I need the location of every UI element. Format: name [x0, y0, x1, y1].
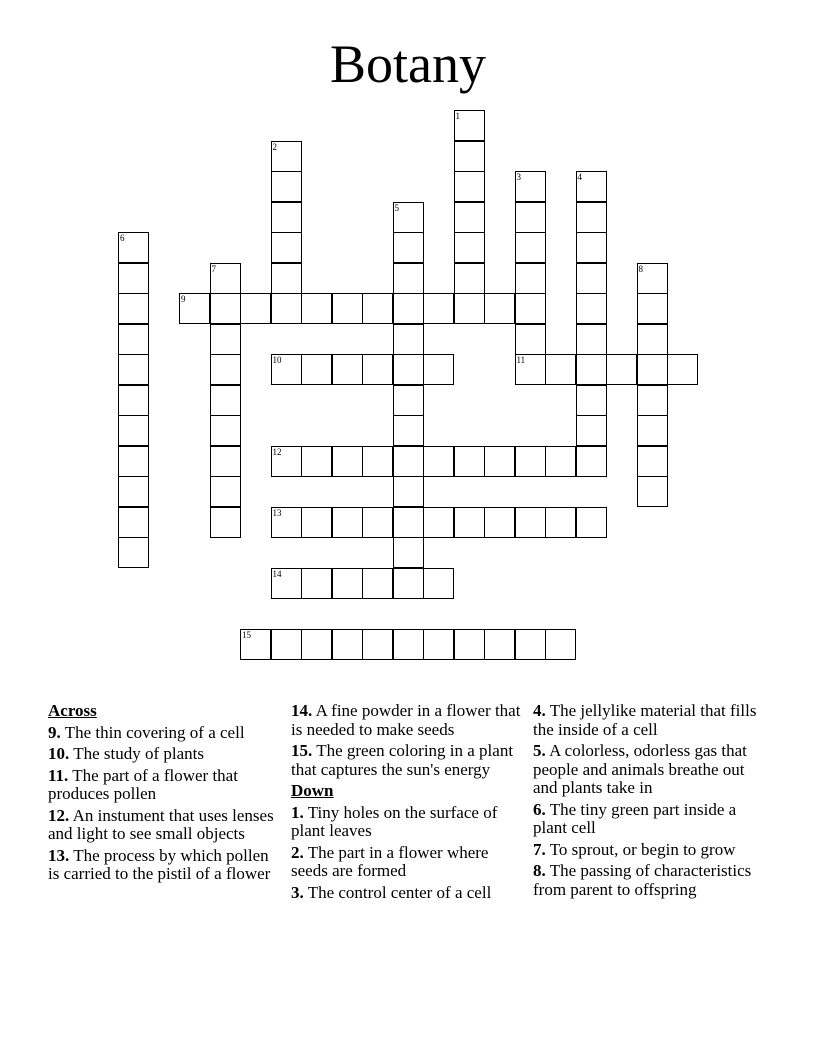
clue-down-3 [291, 884, 523, 903]
clue-number: 9. [48, 722, 61, 742]
clue-number-label: 2 [272, 141, 277, 152]
grid-cell[interactable] [393, 476, 424, 507]
grid-cell[interactable] [210, 476, 241, 507]
grid-cell[interactable] [179, 293, 210, 324]
grid-cell[interactable] [637, 415, 668, 446]
clue-number-label: 12 [272, 446, 282, 457]
grid-cell[interactable] [454, 263, 485, 294]
clue-number: 7. [533, 839, 546, 859]
grid-cell[interactable] [301, 629, 332, 660]
grid-cell[interactable] [118, 293, 149, 324]
grid-cell[interactable] [332, 629, 363, 660]
grid-cell[interactable] [454, 232, 485, 263]
grid-cell[interactable] [515, 446, 546, 477]
grid-cell[interactable] [210, 263, 241, 294]
grid-cell[interactable] [271, 171, 302, 202]
grid-cell[interactable] [454, 446, 485, 477]
grid-cell[interactable] [454, 507, 485, 538]
grid-cell[interactable] [393, 385, 424, 416]
clue-text: The thin covering of a cell [64, 722, 245, 742]
grid-cell[interactable] [515, 171, 546, 202]
clue-down-1 [291, 804, 523, 841]
grid-cell[interactable] [240, 629, 271, 660]
clue-number-label: 13 [272, 507, 282, 518]
grid-cell[interactable] [637, 293, 668, 324]
grid-cell[interactable] [362, 507, 393, 538]
clue-number-label: 10 [272, 355, 282, 365]
clue-number-label: 8 [638, 263, 643, 274]
grid-cell[interactable] [210, 446, 241, 477]
grid-cell[interactable] [118, 385, 149, 416]
clue-across-11 [48, 767, 284, 804]
clue-down-8 [533, 862, 773, 899]
grid-cell[interactable] [393, 537, 424, 568]
grid-cell[interactable] [210, 324, 241, 355]
grid-cell[interactable] [484, 629, 515, 660]
grid-cell[interactable] [118, 415, 149, 446]
clue-text: Tiny holes on the surface of plant leaves [291, 802, 498, 840]
grid-cell[interactable] [545, 446, 576, 477]
clue-text: The process by which pollen is carried to the pistil of a flower [48, 845, 271, 883]
grid-cell[interactable] [637, 354, 668, 385]
grid-cell[interactable] [576, 324, 607, 355]
grid-cell[interactable] [576, 293, 607, 324]
grid-cell[interactable] [515, 629, 546, 660]
grid-cell[interactable] [362, 446, 393, 477]
grid-cell[interactable] [271, 446, 302, 477]
clue-number-label: 1 [455, 111, 460, 121]
grid-cell[interactable] [271, 141, 302, 172]
grid-cell[interactable] [271, 507, 302, 538]
clue-number-label: 4 [577, 172, 582, 182]
grid-cell[interactable] [454, 202, 485, 233]
grid-cell[interactable] [210, 354, 241, 385]
grid-cell[interactable] [576, 171, 607, 202]
grid-cell[interactable] [332, 507, 363, 538]
grid-cell[interactable] [118, 232, 149, 263]
grid-cell[interactable] [545, 629, 576, 660]
grid-cell[interactable] [393, 324, 424, 355]
grid-cell[interactable] [576, 446, 607, 477]
grid-cell[interactable] [210, 507, 241, 538]
grid-cell[interactable] [423, 568, 454, 599]
grid-cell[interactable] [393, 232, 424, 263]
clue-text: An instument that uses lenses and light to see small objects [48, 805, 274, 843]
grid-cell[interactable] [301, 507, 332, 538]
grid-cell[interactable] [515, 232, 546, 263]
clue-number: 10. [48, 744, 70, 763]
clue-number-label: 11 [516, 355, 526, 365]
grid-cell[interactable] [484, 507, 515, 538]
clue-number-label: 14 [272, 568, 282, 579]
grid-cell[interactable] [606, 354, 637, 385]
grid-cell[interactable] [484, 446, 515, 477]
grid-cell[interactable] [332, 446, 363, 477]
grid-cell[interactable] [423, 629, 454, 660]
grid-cell[interactable] [393, 293, 424, 324]
clue-across-14 [291, 702, 523, 739]
grid-cell[interactable] [271, 263, 302, 294]
clue-down-4 [533, 702, 773, 739]
clue-text: The passing of characteristics from parent to offspring [533, 861, 752, 899]
clue-across-10 [48, 745, 284, 764]
page-title: Botany [330, 34, 486, 94]
grid-cell[interactable] [118, 324, 149, 355]
grid-cell[interactable] [118, 446, 149, 477]
grid-cell[interactable] [332, 293, 363, 324]
grid-cell[interactable] [576, 507, 607, 538]
grid-cell[interactable] [637, 385, 668, 416]
grid-cell[interactable] [515, 202, 546, 233]
grid-cell[interactable] [423, 354, 454, 385]
grid-cell[interactable] [637, 263, 668, 294]
clue-text: A colorless, odorless gas that people and animals breathe out and plants take in [533, 741, 747, 797]
grid-cell[interactable] [271, 232, 302, 263]
clue-text: The part of a flower that produces pollen [48, 765, 238, 803]
grid-cell[interactable] [515, 354, 546, 385]
clue-number: 12. [48, 805, 70, 825]
clue-across-13 [48, 847, 284, 884]
clue-number-label: 7 [211, 263, 216, 274]
grid-cell[interactable] [393, 415, 424, 446]
grid-cell[interactable] [362, 629, 393, 660]
clue-number: 1. [291, 802, 304, 822]
clue-number-label: 3 [516, 172, 521, 182]
clue-text: A fine powder in a flower that is needed to make seeds [291, 701, 521, 739]
grid-cell[interactable] [454, 629, 485, 660]
grid-cell[interactable] [271, 568, 302, 599]
clue-across-15 [291, 742, 523, 779]
grid-cell[interactable] [515, 263, 546, 294]
clue-number-label: 15 [242, 629, 251, 640]
grid-cell[interactable] [301, 446, 332, 477]
clue-text: The part in a flower where seeds are formed [291, 842, 489, 880]
clue-number: 4. [533, 701, 546, 720]
clue-number: 3. [291, 882, 304, 902]
clue-number: 2. [291, 842, 304, 862]
grid-cell[interactable] [454, 171, 485, 202]
clue-across-9 [48, 724, 284, 743]
across-heading: Across [48, 701, 97, 720]
grid-cell[interactable] [454, 293, 485, 324]
clue-text: The tiny green part inside a plant cell [533, 799, 737, 837]
grid-cell[interactable] [393, 263, 424, 294]
grid-cell[interactable] [118, 537, 149, 568]
clues-column-3 [533, 702, 773, 902]
clue-text: The control center of a cell [307, 882, 492, 902]
clue-number-label: 6 [120, 233, 125, 243]
grid-cell[interactable] [576, 354, 607, 385]
down-heading: Down [291, 781, 334, 800]
clue-number: 11. [48, 765, 69, 785]
grid-cell[interactable] [393, 629, 424, 660]
clue-down-7 [533, 841, 773, 860]
grid-cell[interactable] [637, 446, 668, 477]
clue-number-label: 9 [181, 294, 186, 304]
clue-down-2 [291, 844, 523, 881]
clue-text: To sprout, or begin to grow [549, 839, 736, 859]
clue-number-label: 5 [394, 202, 399, 213]
grid-cell[interactable] [576, 232, 607, 263]
grid-cell[interactable] [393, 354, 424, 385]
grid-cell[interactable] [301, 354, 332, 385]
clue-down-5 [533, 742, 773, 798]
grid-cell[interactable] [393, 202, 424, 233]
grid-cell[interactable] [210, 293, 241, 324]
clue-text: The jellylike material that fills the inside of a cell [533, 701, 757, 739]
grid-cell[interactable] [423, 293, 454, 324]
grid-cell[interactable] [576, 415, 607, 446]
clue-across-12 [48, 807, 284, 844]
grid-cell[interactable] [332, 568, 363, 599]
grid-cell[interactable] [637, 476, 668, 507]
grid-cell[interactable] [210, 415, 241, 446]
grid-cell[interactable] [393, 507, 424, 538]
grid-cell[interactable] [301, 568, 332, 599]
grid-cell[interactable] [484, 293, 515, 324]
clues-column-1 [48, 702, 284, 887]
grid-cell[interactable] [118, 263, 149, 294]
grid-cell[interactable] [454, 141, 485, 172]
grid-cell[interactable] [362, 354, 393, 385]
grid-cell[interactable] [423, 507, 454, 538]
clue-number: 6. [533, 799, 546, 819]
grid-cell[interactable] [118, 354, 149, 385]
grid-cell[interactable] [545, 507, 576, 538]
grid-cell[interactable] [271, 293, 302, 324]
grid-cell[interactable] [576, 202, 607, 233]
grid-cell[interactable] [118, 507, 149, 538]
grid-cell[interactable] [240, 293, 271, 324]
grid-cell[interactable] [576, 263, 607, 294]
grid-cell[interactable] [576, 385, 607, 416]
grid-cell[interactable] [423, 446, 454, 477]
clue-number: 14. [291, 701, 313, 720]
grid-cell[interactable] [393, 568, 424, 599]
clue-number: 5. [533, 741, 546, 760]
grid-cell[interactable] [515, 324, 546, 355]
grid-cell[interactable] [210, 385, 241, 416]
clue-text: The study of plants [73, 744, 204, 763]
grid-cell[interactable] [362, 568, 393, 599]
grid-cell[interactable] [362, 293, 393, 324]
grid-cell[interactable] [118, 476, 149, 507]
grid-cell[interactable] [271, 202, 302, 233]
clue-number: 13. [48, 845, 70, 865]
grid-cell[interactable] [454, 110, 485, 141]
clue-number: 15. [291, 741, 313, 760]
grid-cell[interactable] [271, 354, 302, 385]
grid-cell[interactable] [301, 293, 332, 324]
grid-cell[interactable] [271, 629, 302, 660]
grid-cell[interactable] [637, 324, 668, 355]
grid-cell[interactable] [515, 293, 546, 324]
grid-cell[interactable] [667, 354, 698, 385]
clue-text: The green coloring in a plant that captures the sun's energy [291, 741, 514, 779]
clue-number: 8. [533, 861, 546, 880]
grid-cell[interactable] [545, 354, 576, 385]
clue-down-6 [533, 801, 773, 838]
grid-cell[interactable] [515, 507, 546, 538]
grid-cell[interactable] [332, 354, 363, 385]
grid-cell[interactable] [393, 446, 424, 477]
clues-column-2 [291, 702, 523, 905]
